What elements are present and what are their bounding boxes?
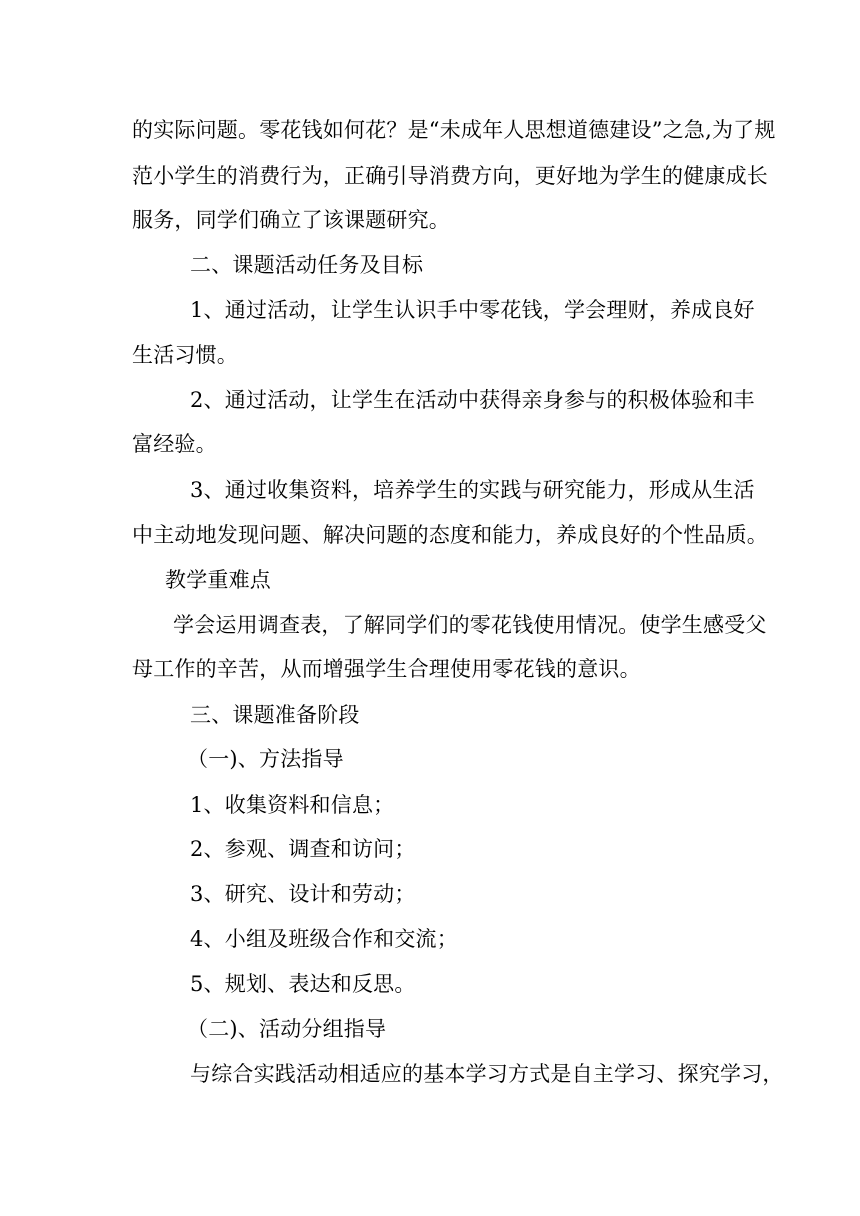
subsection-heading: （一)、方法指导 — [187, 747, 344, 771]
list-item-continuation: 生活习惯。 — [132, 343, 238, 367]
list-item-continuation: 中主动地发现问题、解决问题的态度和能力，养成良好的个性品质。 — [132, 523, 768, 547]
section-heading: 教学重难点 — [165, 568, 271, 592]
section-heading: 三、课题准备阶段 — [190, 703, 360, 727]
list-item: 1、通过活动，让学生认识手中零花钱，学会理财，养成良好 — [190, 298, 755, 322]
list-item: 2、参观、调查和访问； — [190, 837, 416, 861]
paragraph-line: 范小学生的消费行为，正确引导消费方向，更好地为学生的健康成长 — [132, 164, 768, 188]
list-item-continuation: 富经验。 — [132, 432, 217, 456]
paragraph-line: 与综合实践活动相适应的基本学习方式是自主学习、探究学习， — [190, 1062, 784, 1086]
section-heading: 二、课题活动任务及目标 — [190, 253, 424, 277]
paragraph-line: 学会运用调查表，了解同学们的零花钱使用情况。使学生感受父 — [173, 613, 767, 637]
subsection-heading: （二)、活动分组指导 — [187, 1017, 387, 1041]
list-item: 4、小组及班级合作和交流； — [190, 927, 458, 951]
list-item: 3、研究、设计和劳动； — [190, 882, 416, 906]
list-item: 2、通过活动，让学生在活动中获得亲身参与的积极体验和丰 — [190, 388, 755, 412]
list-item: 3、通过收集资料，培养学生的实践与研究能力，形成从生活 — [190, 478, 755, 502]
paragraph-line: 服务，同学们确立了该课题研究。 — [132, 208, 450, 232]
list-item: 1、收集资料和信息； — [190, 793, 395, 817]
list-item: 5、规划、表达和反思。 — [190, 972, 416, 996]
paragraph-line: 母工作的辛苦，从而增强学生合理使用零花钱的意识。 — [132, 657, 641, 681]
paragraph-line: 的实际问题。零花钱如何花？是“未成年人思想道德建设”之急,为了规 — [132, 118, 776, 142]
